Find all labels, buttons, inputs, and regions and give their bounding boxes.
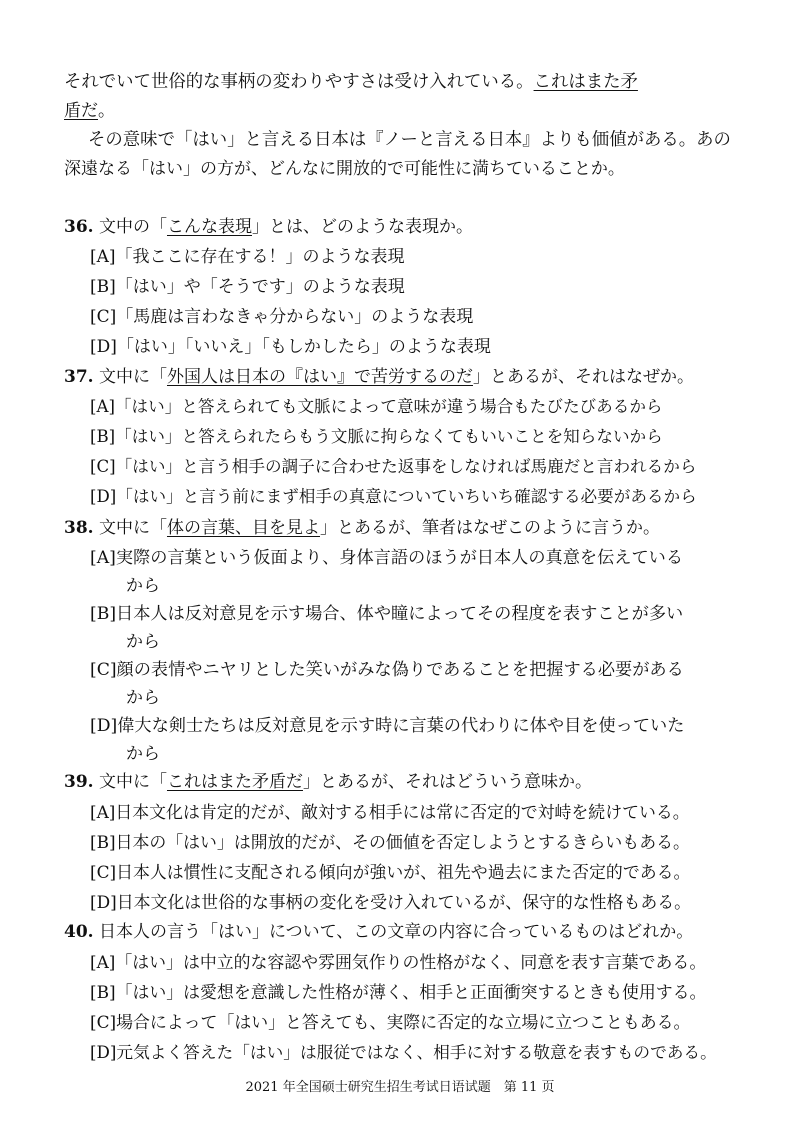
question-36 bbox=[64, 215, 473, 239]
question-number: 38. bbox=[64, 518, 94, 538]
option-38-d: [D]偉大な剣士たちは反対意見を示す時に言葉の代わりに体や目を使っていた bbox=[90, 716, 685, 736]
question-text: 文中に「 bbox=[98, 772, 167, 792]
option-40-c: [C]場合によって「はい」と答えても、実際に否定的な立場に立つこともある。 bbox=[90, 1012, 691, 1032]
option-39-c: [C]日本人は慣性に支配される傾向が強いが、祖先や過去にまた否定的である。 bbox=[90, 862, 691, 882]
option-38-b-cont: から bbox=[126, 632, 160, 652]
underlined-text: これはまた矛盾だ bbox=[166, 772, 303, 792]
option-36-b: [B]「はい」や「そうです」のような表現 bbox=[90, 277, 405, 297]
question-number: 40. bbox=[64, 922, 94, 942]
underlined-text: 体の言葉、目を見よ bbox=[166, 518, 320, 538]
option-39-a: [A]日本文化は肯定的だが、敵対する相手には常に否定的で対峙を続けている。 bbox=[90, 802, 690, 822]
passage-line-2 bbox=[64, 99, 115, 123]
option-38-d-cont: から bbox=[126, 744, 160, 764]
passage-text: 。 bbox=[98, 101, 115, 121]
option-36-c: [C]「馬鹿は言わなきゃ分からない」のような表現 bbox=[90, 307, 474, 327]
page-footer: 2021 年全国硕士研究生招生考试日语试题 第 11 页 bbox=[245, 1080, 555, 1095]
option-37-d: [D]「はい」と言う前にまず相手の真意についていちいち確認する必要があるから bbox=[90, 487, 697, 506]
question-number: 37. bbox=[64, 367, 94, 387]
underlined-text: こんな表現 bbox=[166, 217, 252, 237]
question-37 bbox=[64, 365, 694, 389]
option-37-a: [A]「はい」と答えられても文脈によって意味が違う場合もたびたびあるから bbox=[90, 397, 663, 416]
question-text: 文中の「 bbox=[98, 217, 167, 237]
question-text: 」とあるが、それはどういう意味か。 bbox=[302, 772, 592, 792]
question-text: 日本人の言う「はい」について、この文章の内容に合っているものはどれか。 bbox=[98, 922, 694, 942]
question-38 bbox=[64, 516, 660, 540]
option-36-a: [A]「我ここに存在する！」のような表現 bbox=[90, 247, 405, 267]
option-37-c: [C]「はい」と言う相手の調子に合わせた返事をしなければ馬鹿だと言われるから bbox=[90, 457, 697, 476]
passage-line-4: 深遠なる「はい」の方が、どんなに開放的で可能性に満ちていることか。 bbox=[64, 159, 625, 179]
question-40 bbox=[64, 920, 693, 944]
option-38-c-cont: から bbox=[126, 688, 160, 708]
question-number: 36. bbox=[64, 217, 94, 237]
question-number: 39. bbox=[64, 772, 94, 792]
option-40-d: [D]元気よく答えた「はい」は服従ではなく、相手に対する敬意を表すものである。 bbox=[90, 1042, 717, 1062]
question-39 bbox=[64, 770, 592, 794]
passage-text: それでいて世俗的な事柄の変わりやすさは受け入れている。 bbox=[64, 72, 534, 92]
question-text: 」とあるが、それはなぜか。 bbox=[472, 367, 694, 387]
option-39-b: [B]日本の「はい」は開放的だが、その価値を否定しようとするきらいもある。 bbox=[90, 832, 690, 852]
underlined-text: 外国人は日本の『はい』で苦労するのだ bbox=[166, 367, 473, 387]
question-text: 」とは、どのような表現か。 bbox=[251, 217, 473, 237]
option-39-d: [D]日本文化は世俗的な事柄の変化を受け入れているが、保守的な性格もある。 bbox=[90, 892, 691, 912]
option-40-b: [B]「はい」は愛想を意識した性格が薄く、相手と正面衝突するときも使用する。 bbox=[90, 982, 707, 1002]
underlined-text: 盾だ bbox=[64, 101, 98, 121]
question-text: 文中に「 bbox=[98, 367, 167, 387]
passage-line-3: その意味で「はい」と言える日本は『ノーと言える日本』よりも価値がある。あの bbox=[88, 130, 731, 150]
option-38-c: [C]顔の表情やニヤリとした笑いがみな偽りであることを把握する必要がある bbox=[90, 660, 684, 680]
option-40-a: [A]「はい」は中立的な容認や雰囲気作りの性格がなく、同意を表す言葉である。 bbox=[90, 952, 707, 972]
option-38-a-cont: から bbox=[126, 576, 160, 596]
question-text: 文中に「 bbox=[98, 518, 167, 538]
option-38-a: [A]実際の言葉という仮面より、身体言語のほうが日本人の真意を伝えている bbox=[90, 548, 684, 568]
option-37-b: [B]「はい」と答えられたらもう文脈に拘らなくてもいいことを知らないから bbox=[90, 427, 663, 446]
question-text: 」とあるが、筆者はなぜこのように言うか。 bbox=[319, 518, 660, 538]
option-36-d: [D]「はい」「いいえ」「もしかしたら」のような表現 bbox=[90, 337, 491, 357]
underlined-text: これはまた矛 bbox=[533, 72, 638, 92]
option-38-b: [B]日本人は反対意見を示す場合、体や瞳によってその程度を表すことが多い bbox=[90, 604, 684, 624]
passage-line-1 bbox=[64, 70, 638, 94]
